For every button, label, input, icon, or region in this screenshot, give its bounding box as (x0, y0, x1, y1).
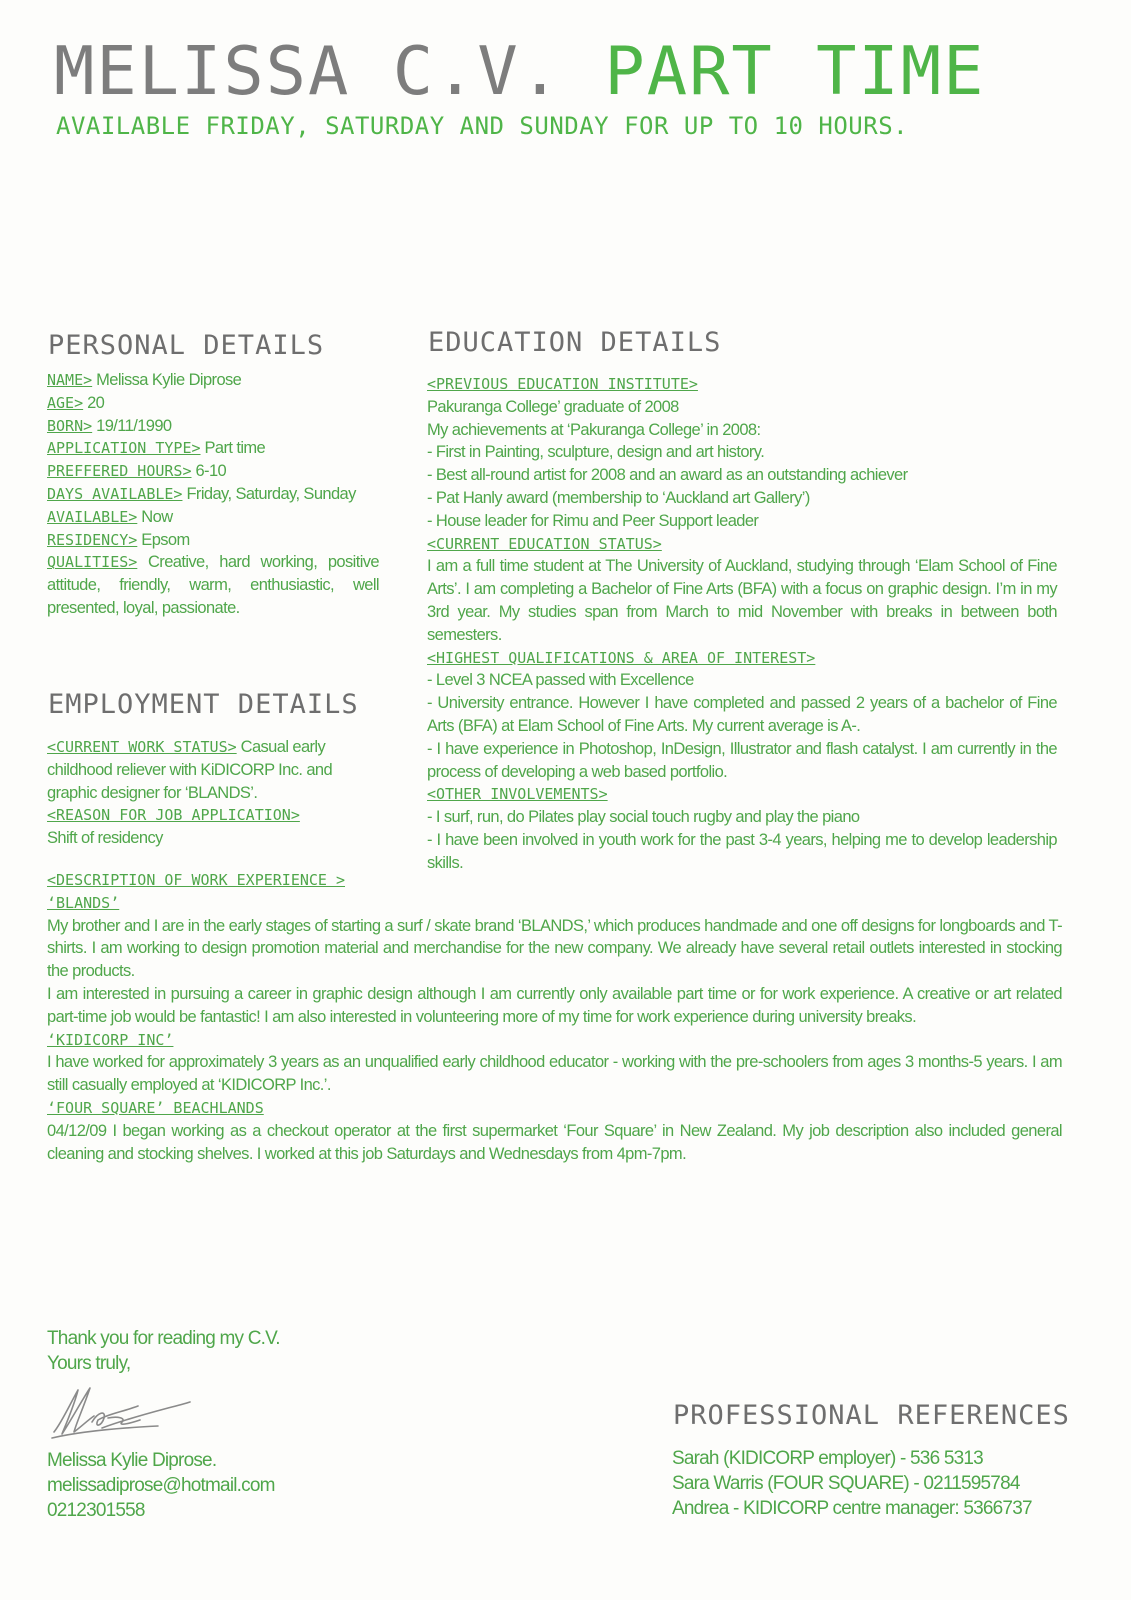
application-type-label: APPLICATION TYPE> (47, 439, 201, 458)
education-details (427, 373, 1057, 875)
education-details-heading: EDUCATION DETAILS (428, 327, 722, 358)
current-work-status-value: Casual early childhood reliever with KiDICORP Inc. and graphic designer for ‘BLANDS’. (47, 738, 333, 802)
name-label: NAME> (47, 371, 93, 389)
involvement-item: - I surf, run, do Pilates play social touch rugby and play the piano (427, 808, 860, 827)
qualification-item: - University entrance. However I have completed and passed 2 years of a bachelor of Fine Arts (BFA) at Elam School of Fine Arts. My current average is A-. (427, 694, 1057, 735)
available-label: AVAILABLE> (47, 507, 138, 526)
application-type-value: Part time (204, 439, 266, 458)
age-value: 20 (87, 393, 105, 412)
contact-phone: 0212301558 (47, 1500, 145, 1521)
contact-email[interactable]: melissadiprose@hotmail.com (47, 1475, 275, 1496)
blands-label: ‘BLANDS’ (47, 893, 120, 912)
highest-qualifications-label: <HIGHEST QUALIFICATIONS & AREA OF INTEREST> (427, 648, 816, 667)
residency-value: Epsom (141, 530, 190, 549)
blands-text: My brother and I are in the early stages of starting a surf / skate brand ‘BLANDS,’ which produces handmade and one off designs for longboards and T-shirts. I am working to design promotion material and merchandise for the new company. We already have several retail outlets interested in stocking the products. (47, 916, 1062, 981)
page-subtitle: AVAILABLE FRIDAY, SATURDAY AND SUNDAY FOR UP TO 10 HOURS. (56, 112, 909, 140)
current-education-label: <CURRENT EDUCATION STATUS> (427, 534, 662, 553)
reason-for-application-value: Shift of residency (47, 829, 163, 848)
involvement-item: - I have been involved in youth work for the past 3-4 years, helping me to develop leadership skills. (427, 830, 1057, 872)
previous-education-label: <PREVIOUS EDUCATION INSTITUTE> (427, 375, 698, 393)
preferred-hours-label: PREFFERED HOURS> (47, 462, 192, 481)
closing (47, 1326, 280, 1376)
age-label: AGE> (47, 393, 84, 412)
reference-item: Andrea - KIDICORP centre manager: 5366737 (672, 1498, 1032, 1519)
employment-details-heading: EMPLOYMENT DETAILS (48, 689, 359, 720)
kidicorp-label: ‘KIDICORP INC’ (47, 1030, 174, 1049)
yours-truly-text: Yours truly, (47, 1353, 131, 1374)
qualification-item: - I have experience in Photoshop, InDesign, Illustrator and flash catalyst. I am currently in the process of developing a web based portfolio. (427, 739, 1057, 781)
kidicorp-text: I have worked for approximately 3 years as an unqualified early childhood educator - working with the pre-schoolers from ages 3 months-5 years. I am still casually employed at ‘KIDICORP Inc.’. (47, 1053, 1062, 1095)
references-heading: PROFESSIONAL REFERENCES (673, 1400, 1070, 1431)
reason-for-application-label: <REASON FOR JOB APPLICATION> (47, 806, 300, 825)
reference-item: Sara Warris (FOUR SQUARE) - 0211595784 (672, 1473, 1020, 1494)
references-list (672, 1446, 1032, 1521)
employment-details (47, 736, 379, 850)
current-work-status-label: <CURRENT WORK STATUS> (47, 738, 237, 756)
previous-education-line: Pakuranga College’ graduate of 2008 (427, 397, 679, 416)
thanks-text: Thank you for reading my C.V. (47, 1328, 280, 1349)
born-label: BORN> (47, 416, 93, 435)
work-experience (47, 869, 1062, 1165)
previous-education-line: - First in Painting, sculpture, design and art history. (427, 443, 765, 462)
previous-education-line: - House leader for Rimu and Peer Support leader (427, 511, 759, 530)
available-value: Now (141, 507, 173, 526)
title-highlight: PART TIME (604, 32, 986, 110)
preferred-hours-value: 6-10 (195, 462, 227, 481)
name-value: Melissa Kylie Diprose (96, 371, 242, 389)
current-education-text: I am a full time student at The University of Auckland, studying through ‘Elam School of Fine Arts’. I am completing a Bachelor of Fine Arts (BFA) with a focus on graphic design. I’m in my 3rd year. My studies span from March to mid November with breaks in between both semesters. (427, 557, 1057, 644)
previous-education-line: My achievements at ‘Pakuranga College’ in 2008: (427, 420, 761, 439)
title-name: MELISSA C.V. (54, 32, 563, 110)
born-value: 19/11/1990 (96, 416, 172, 435)
work-experience-label: <DESCRIPTION OF WORK EXPERIENCE > (47, 871, 346, 889)
days-available-value: Friday, Saturday, Sunday (186, 484, 356, 503)
qualities-value: Creative, hard working, positive attitude, friendly, warm, enthusiastic, well presented, loyal, passionate. (47, 553, 379, 617)
signature-name: Melissa Kylie Diprose. (47, 1450, 217, 1471)
personal-details-heading: PERSONAL DETAILS (48, 330, 325, 361)
qualification-item: - Level 3 NCEA passed with Excellence (427, 671, 694, 690)
personal-details (47, 369, 379, 620)
page-title (54, 32, 986, 110)
signature (48, 1382, 198, 1442)
residency-label: RESIDENCY> (47, 530, 138, 549)
reference-item: Sarah (KIDICORP employer) - 536 5313 (672, 1448, 983, 1469)
days-available-label: DAYS AVAILABLE> (47, 484, 183, 503)
other-involvements-label: <OTHER INVOLVEMENTS> (427, 785, 608, 804)
four-square-text: 04/12/09 I began working as a checkout operator at the first supermarket ‘Four Square’ in New Zealand. My job description also included general cleaning and stocking shelves. I worked at this job Saturdays and Wednesdays from 4pm-7pm. (47, 1121, 1062, 1163)
previous-education-line: - Best all-round artist for 2008 and an award as an outstanding achiever (427, 466, 908, 485)
previous-education-line: - Pat Hanly award (membership to ‘Auckland art Gallery’) (427, 488, 810, 507)
qualities-label: QUALITIES> (47, 553, 138, 572)
four-square-label: ‘FOUR SQUARE’ BEACHLANDS (47, 1098, 264, 1117)
signature-block (47, 1448, 275, 1523)
career-interest-text: I am interested in pursuing a career in graphic design although I am currently only available part time or for work experience. A creative or art related part-time job would be fantastic! I am also interested in volunteering more of my time for work experience during university breaks. (47, 984, 1062, 1026)
